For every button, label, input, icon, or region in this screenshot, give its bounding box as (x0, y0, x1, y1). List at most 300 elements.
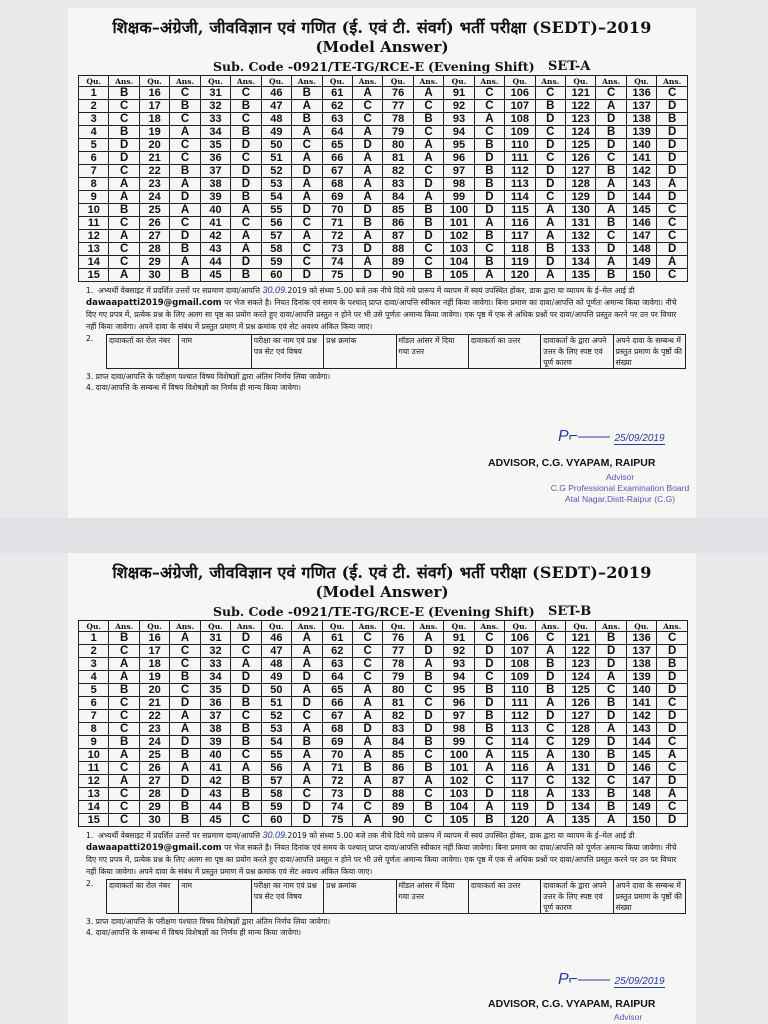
answer-cell: C (596, 684, 626, 697)
answer-cell: C (657, 87, 688, 100)
header-answer: Ans. (657, 621, 688, 632)
question-number: 130 (566, 749, 596, 762)
answer-cell: D (352, 139, 382, 152)
answer-cell: B (170, 749, 200, 762)
question-number: 49 (261, 671, 291, 684)
question-number: 145 (626, 204, 656, 217)
question-number: 143 (626, 178, 656, 191)
answer-cell: A (170, 632, 200, 645)
note-4-text: दावा/आपत्ति के सम्बन्ध में विषय विशेषज्ञों का निर्णय ही मान्य किया जावेगा। (95, 383, 302, 392)
answer-cell: D (596, 113, 626, 126)
answer-cell: D (596, 736, 626, 749)
question-number: 9 (79, 191, 109, 204)
answer-cell: B (170, 814, 200, 827)
answer-cell: A (352, 736, 382, 749)
question-number: 16 (139, 87, 169, 100)
question-number: 32 (200, 100, 230, 113)
question-number: 78 (383, 658, 413, 671)
question-number: 90 (383, 269, 413, 282)
question-number: 149 (626, 256, 656, 269)
answer-cell: A (109, 775, 139, 788)
answer-cell: C (109, 788, 139, 801)
answer-cell: D (474, 152, 504, 165)
header-answer: Ans. (535, 76, 565, 87)
question-number: 97 (444, 165, 474, 178)
stamp-line-1: Advisor (613, 1012, 643, 1022)
question-number: 15 (79, 269, 109, 282)
answer-cell: A (352, 87, 382, 100)
answer-cell: C (231, 217, 261, 230)
answer-cell: A (596, 178, 626, 191)
table-row (79, 775, 688, 788)
answer-cell: B (109, 632, 139, 645)
answer-cell: C (474, 100, 504, 113)
answer-cell: D (292, 697, 322, 710)
header-question: Qu. (566, 621, 596, 632)
question-number: 91 (444, 632, 474, 645)
question-number: 106 (505, 87, 535, 100)
question-number: 8 (79, 723, 109, 736)
question-number: 58 (261, 788, 291, 801)
question-number: 44 (200, 256, 230, 269)
header-question: Qu. (261, 621, 291, 632)
question-number: 65 (322, 684, 352, 697)
answer-cell: D (413, 645, 443, 658)
note-1: 1. अभ्यर्थी वेबसाइट में प्रदर्शित उत्तरों पर सप्रमाण दावा/आपत्ति 30.09.2019 को संध्या 5.00 बजे तक नीचे दिये गये प्रारूप में व्यापम में स्वयं उपस्थित होकर, डाक द्वारा या व्यापम के ई–मेल आई डी dawaapatti2019@gmail.com पर भेज सकते है। नियत दिनांक एवं समय के पश्चात् प्राप्त दावा/आपत्ति स्वीकार नहीं किया जावेगा। बिना प्रमाण का दावा/आपत्ति को पूर्णतः अमान्य किया जावेगा। नीचे दिए गए प्रपत्र में, प्रत्येक प्रश्न के लिए अलग सा पृष्ठ का प्रयोग करते हुए दावा/आपत्ति प्रस्तुत न होने पर भी उसे पूर्णतः अमान्य किया जावेगा। एक पृष्ठ में एक से अधिक प्रश्नों पर दावा/आपत्ति प्रस्तुत करने पर उन पर विचार नहीं किया जावेगा। अपने दावा के संबंध में प्रस्तुत प्रमाण में प्रश्न क्रमांक एवं सेट अवश्य अंकित किया जाए। (86, 285, 677, 331)
answer-cell: C (596, 152, 626, 165)
page-title: शिक्षक–अंग्रेजी, जीवविज्ञान एवं गणित (ई. एवं टी. संवर्ग) भर्ती परीक्षा (SEDT)–2019 (112, 18, 652, 37)
answer-cell: A (413, 191, 443, 204)
question-number: 47 (261, 100, 291, 113)
question-number: 64 (322, 671, 352, 684)
question-number: 141 (626, 697, 656, 710)
answer-cell: D (535, 113, 565, 126)
question-number: 117 (505, 775, 535, 788)
question-number: 22 (139, 710, 169, 723)
answer-cell: A (596, 814, 626, 827)
question-number: 132 (566, 775, 596, 788)
answer-cell: A (231, 230, 261, 243)
answer-cell: B (109, 87, 139, 100)
answer-cell: B (292, 736, 322, 749)
answer-cell: A (292, 100, 322, 113)
note-3: 3. प्राप्त दावा/आपत्ति के परीक्षण पश्चात विषय विशेषज्ञों द्वारा अंतिम निर्णय लिया जावेगा। (86, 917, 331, 926)
note-1-part-d: पर भेज सकते है। नियत दिनांक एवं समय के पश्चात् प्राप्त दावा/आपत्ति स्वीकार नहीं किया जावेगा। बिना प्रमाण का दावा/आपत्ति को पूर्णतः अमान्य किया जावेगा। नीचे दिए गए प्रपत्र में, प्रत्येक प्रश्न के लिए अलग सा पृष्ठ का प्रयोग करते हुए दावा/आपत्ति प्रस्तुत न होने पर भी उसे पूर्णतः अमान्य किया जावेगा। एक पृष्ठ में एक से अधिक प्रश्नों पर दावा/आपत्ति प्रस्तुत करने पर उन पर विचार नहीं किया जावेगा। अपने दावा के संबंध में प्रस्तुत प्रमाण में प्रश्न क्रमांक एवं सेट अवश्य अंकित किया जाए। (86, 842, 677, 876)
question-number: 32 (200, 645, 230, 658)
header-question: Qu. (79, 621, 109, 632)
question-number: 41 (200, 217, 230, 230)
answer-cell: D (170, 788, 200, 801)
answer-cell: D (231, 632, 261, 645)
answer-cell: B (292, 113, 322, 126)
note-1-part-c: डाक द्वारा या व्यापम के ई–मेल आई डी (529, 831, 635, 840)
question-number: 84 (383, 191, 413, 204)
question-number: 149 (626, 801, 656, 814)
header-question: Qu. (505, 76, 535, 87)
answer-cell: C (596, 230, 626, 243)
question-number: 142 (626, 710, 656, 723)
header-answer: Ans. (109, 621, 139, 632)
question-number: 124 (566, 126, 596, 139)
answer-cell: C (352, 632, 382, 645)
question-number: 108 (505, 658, 535, 671)
question-number: 38 (200, 723, 230, 736)
question-number: 47 (261, 645, 291, 658)
header-answer: Ans. (292, 621, 322, 632)
answer-cell: A (109, 191, 139, 204)
question-number: 132 (566, 230, 596, 243)
question-number: 59 (261, 801, 291, 814)
question-number: 101 (444, 762, 474, 775)
question-number: 12 (79, 775, 109, 788)
question-number: 118 (505, 788, 535, 801)
answer-cell: C (231, 645, 261, 658)
answer-cell: C (170, 113, 200, 126)
question-number: 55 (261, 204, 291, 217)
question-number: 70 (322, 749, 352, 762)
question-number: 95 (444, 139, 474, 152)
question-number: 75 (322, 269, 352, 282)
answer-cell: A (170, 126, 200, 139)
answer-cell: D (657, 165, 688, 178)
question-number: 80 (383, 139, 413, 152)
answer-cell: A (292, 632, 322, 645)
question-number: 4 (79, 126, 109, 139)
answer-cell: C (170, 152, 200, 165)
question-number: 91 (444, 87, 474, 100)
question-number: 30 (139, 814, 169, 827)
question-number: 10 (79, 204, 109, 217)
note-2-number: 2. (86, 879, 94, 888)
email-address: dawaapatti2019@gmail.com (86, 297, 222, 308)
question-number: 87 (383, 775, 413, 788)
answer-key-table (78, 75, 688, 282)
answer-cell: A (535, 217, 565, 230)
stamp-line-3: Atal Nagar,Distt-Raipur (C.G) (564, 494, 676, 504)
answer-cell: D (596, 139, 626, 152)
answer-cell: C (474, 126, 504, 139)
answer-cell: B (596, 788, 626, 801)
question-number: 99 (444, 736, 474, 749)
question-number: 14 (79, 256, 109, 269)
question-number: 36 (200, 697, 230, 710)
header-question: Qu. (444, 76, 474, 87)
question-number: 21 (139, 697, 169, 710)
question-number: 103 (444, 788, 474, 801)
question-number: 6 (79, 697, 109, 710)
answer-cell: A (596, 723, 626, 736)
question-number: 100 (444, 749, 474, 762)
answer-cell: A (535, 697, 565, 710)
answer-cell: A (170, 178, 200, 191)
question-number: 57 (261, 230, 291, 243)
question-number: 18 (139, 113, 169, 126)
header-answer: Ans. (352, 621, 382, 632)
answer-cell: D (657, 126, 688, 139)
answer-cell: D (413, 178, 443, 191)
question-number: 68 (322, 178, 352, 191)
question-number: 74 (322, 801, 352, 814)
answer-cell: A (352, 165, 382, 178)
question-number: 51 (261, 152, 291, 165)
question-number: 145 (626, 749, 656, 762)
question-number: 107 (505, 100, 535, 113)
question-number: 104 (444, 256, 474, 269)
answer-cell: D (352, 204, 382, 217)
note-1-part-c: डाक द्वारा या व्यापम के ई–मेल आई डी (529, 286, 635, 295)
answer-cell: A (596, 671, 626, 684)
question-number: 50 (261, 139, 291, 152)
question-number: 15 (79, 814, 109, 827)
question-number: 142 (626, 165, 656, 178)
answer-cell: C (657, 762, 688, 775)
question-number: 53 (261, 723, 291, 736)
answer-cell: A (535, 762, 565, 775)
answer-cell: A (231, 204, 261, 217)
question-number: 101 (444, 217, 474, 230)
question-number: 50 (261, 684, 291, 697)
question-number: 68 (322, 723, 352, 736)
shift-label: (Evening Shift) (428, 59, 535, 74)
answer-cell: D (657, 645, 688, 658)
form-column-header: प्रश्न क्रमांक (324, 335, 396, 369)
question-number: 69 (322, 736, 352, 749)
answer-cell: D (596, 658, 626, 671)
answer-cell: C (474, 87, 504, 100)
answer-cell: D (413, 723, 443, 736)
answer-cell: B (413, 762, 443, 775)
answer-cell: D (109, 152, 139, 165)
answer-cell: A (292, 178, 322, 191)
answer-key-header (79, 621, 688, 632)
header-question: Qu. (383, 76, 413, 87)
answer-cell: D (231, 256, 261, 269)
question-number: 45 (200, 814, 230, 827)
note-4: 4. दावा/आपत्ति के सम्बन्ध में विषय विशेषज्ञों का निर्णय ही मान्य किया जावेगा। (86, 383, 302, 392)
signature: P⌐—— (558, 971, 611, 988)
question-number: 117 (505, 230, 535, 243)
sub-code: Sub. Code -0921/TE-TG/RCE-E (213, 59, 424, 74)
answer-cell: B (596, 749, 626, 762)
form-column-header: प्रश्न क्रमांक (324, 880, 396, 914)
answer-cell: C (657, 736, 688, 749)
answer-cell: A (292, 775, 322, 788)
answer-cell: C (657, 217, 688, 230)
answer-cell: A (535, 788, 565, 801)
answer-cell: C (109, 217, 139, 230)
form-column-header: परीक्षा का नाम एवं प्रश्न पत्र सेट एवं विषय (251, 335, 323, 369)
answer-cell: D (231, 684, 261, 697)
form-column-header: परीक्षा का नाम एवं प्रश्न पत्र सेट एवं विषय (251, 880, 323, 914)
header-question: Qu. (79, 76, 109, 87)
question-number: 53 (261, 178, 291, 191)
answer-cell: A (535, 645, 565, 658)
answer-cell: D (596, 645, 626, 658)
question-number: 9 (79, 736, 109, 749)
answer-cell: A (657, 256, 688, 269)
question-number: 12 (79, 230, 109, 243)
answer-cell: A (352, 710, 382, 723)
header-question: Qu. (322, 76, 352, 87)
question-number: 35 (200, 139, 230, 152)
answer-cell: B (231, 697, 261, 710)
answer-cell: C (657, 697, 688, 710)
header-answer: Ans. (109, 76, 139, 87)
question-number: 120 (505, 269, 535, 282)
question-number: 64 (322, 126, 352, 139)
answer-cell: C (109, 697, 139, 710)
question-number: 125 (566, 684, 596, 697)
question-number: 122 (566, 100, 596, 113)
answer-cell: B (535, 100, 565, 113)
header-answer: Ans. (292, 76, 322, 87)
answer-cell: A (109, 749, 139, 762)
answer-cell: B (474, 165, 504, 178)
answer-key-header (79, 76, 688, 87)
question-number: 92 (444, 100, 474, 113)
answer-cell: D (596, 191, 626, 204)
question-number: 119 (505, 801, 535, 814)
answer-cell: C (596, 775, 626, 788)
answer-cell: D (170, 736, 200, 749)
answer-cell: A (413, 152, 443, 165)
answer-cell: B (170, 671, 200, 684)
question-number: 147 (626, 230, 656, 243)
header-answer: Ans. (170, 76, 200, 87)
answer-cell: B (413, 736, 443, 749)
answer-cell: B (474, 723, 504, 736)
question-number: 129 (566, 736, 596, 749)
header-answer: Ans. (596, 621, 626, 632)
answer-cell: D (535, 671, 565, 684)
answer-cell: D (292, 671, 322, 684)
question-number: 36 (200, 152, 230, 165)
question-number: 131 (566, 217, 596, 230)
table-row (79, 788, 688, 801)
header-question: Qu. (322, 621, 352, 632)
answer-cell: B (231, 191, 261, 204)
table-row (79, 217, 688, 230)
answer-cell: D (352, 788, 382, 801)
answer-cell: B (170, 165, 200, 178)
question-number: 94 (444, 671, 474, 684)
form-column-header: दावाकर्ता के द्वारा अपने उत्तर के लिए स्पष्ट एवं पूर्ण कारण (541, 880, 613, 914)
answer-cell: B (109, 204, 139, 217)
answer-cell: D (535, 801, 565, 814)
question-number: 3 (79, 113, 109, 126)
answer-cell: B (352, 762, 382, 775)
question-number: 139 (626, 671, 656, 684)
answer-cell: A (292, 645, 322, 658)
answer-cell: D (657, 710, 688, 723)
answer-cell: D (535, 139, 565, 152)
answer-cell: C (535, 723, 565, 736)
answer-cell: A (352, 178, 382, 191)
table-row (79, 165, 688, 178)
question-number: 121 (566, 632, 596, 645)
answer-cell: D (292, 204, 322, 217)
table-row (79, 139, 688, 152)
question-number: 119 (505, 256, 535, 269)
answer-sheet-set-a (68, 8, 696, 518)
header-answer: Ans. (231, 621, 261, 632)
question-number: 133 (566, 788, 596, 801)
question-number: 110 (505, 684, 535, 697)
answer-cell: D (231, 671, 261, 684)
question-number: 31 (200, 87, 230, 100)
answer-cell: B (231, 723, 261, 736)
answer-cell: A (413, 658, 443, 671)
answer-cell: A (474, 762, 504, 775)
answer-cell: A (231, 658, 261, 671)
answer-cell: A (292, 230, 322, 243)
question-number: 148 (626, 788, 656, 801)
question-number: 38 (200, 178, 230, 191)
table-row (79, 736, 688, 749)
table-row (79, 762, 688, 775)
stamp-line-2: C.G Professional Examination Board (550, 483, 690, 493)
signature: P⌐—— (558, 428, 611, 445)
table-row (79, 710, 688, 723)
answer-cell: C (231, 87, 261, 100)
form-column-header: मॉडल आंसर में दिया गया उत्तर (396, 880, 468, 914)
answer-cell: A (292, 684, 322, 697)
answer-cell: C (352, 671, 382, 684)
question-number: 48 (261, 113, 291, 126)
question-number: 128 (566, 178, 596, 191)
question-number: 67 (322, 165, 352, 178)
question-number: 115 (505, 749, 535, 762)
note-3-text: प्राप्त दावा/आपत्ति के परीक्षण पश्चात विषय विशेषज्ञों द्वारा अंतिम निर्णय लिया जावेगा। (95, 372, 331, 381)
answer-cell: C (352, 113, 382, 126)
question-number: 147 (626, 775, 656, 788)
question-number: 1 (79, 632, 109, 645)
header-answer: Ans. (474, 76, 504, 87)
answer-cell: A (352, 152, 382, 165)
question-number: 33 (200, 658, 230, 671)
answer-cell: A (170, 710, 200, 723)
question-number: 29 (139, 256, 169, 269)
answer-cell: A (352, 814, 382, 827)
question-number: 63 (322, 658, 352, 671)
answer-cell: C (109, 762, 139, 775)
question-number: 34 (200, 671, 230, 684)
question-number: 134 (566, 256, 596, 269)
header-question: Qu. (505, 621, 535, 632)
answer-cell: C (413, 684, 443, 697)
answer-cell: B (596, 632, 626, 645)
question-number: 67 (322, 710, 352, 723)
answer-cell: C (292, 139, 322, 152)
question-number: 93 (444, 113, 474, 126)
header-question: Qu. (200, 76, 230, 87)
question-number: 59 (261, 256, 291, 269)
question-number: 140 (626, 139, 656, 152)
answer-cell: A (535, 230, 565, 243)
answer-cell: B (413, 671, 443, 684)
question-number: 89 (383, 256, 413, 269)
question-number: 5 (79, 684, 109, 697)
answer-cell: C (170, 217, 200, 230)
question-number: 56 (261, 217, 291, 230)
answer-cell: C (596, 87, 626, 100)
answer-cell: C (535, 126, 565, 139)
question-number: 141 (626, 152, 656, 165)
question-number: 130 (566, 204, 596, 217)
answer-cell: B (474, 230, 504, 243)
answer-cell: A (352, 775, 382, 788)
answer-cell: A (352, 126, 382, 139)
